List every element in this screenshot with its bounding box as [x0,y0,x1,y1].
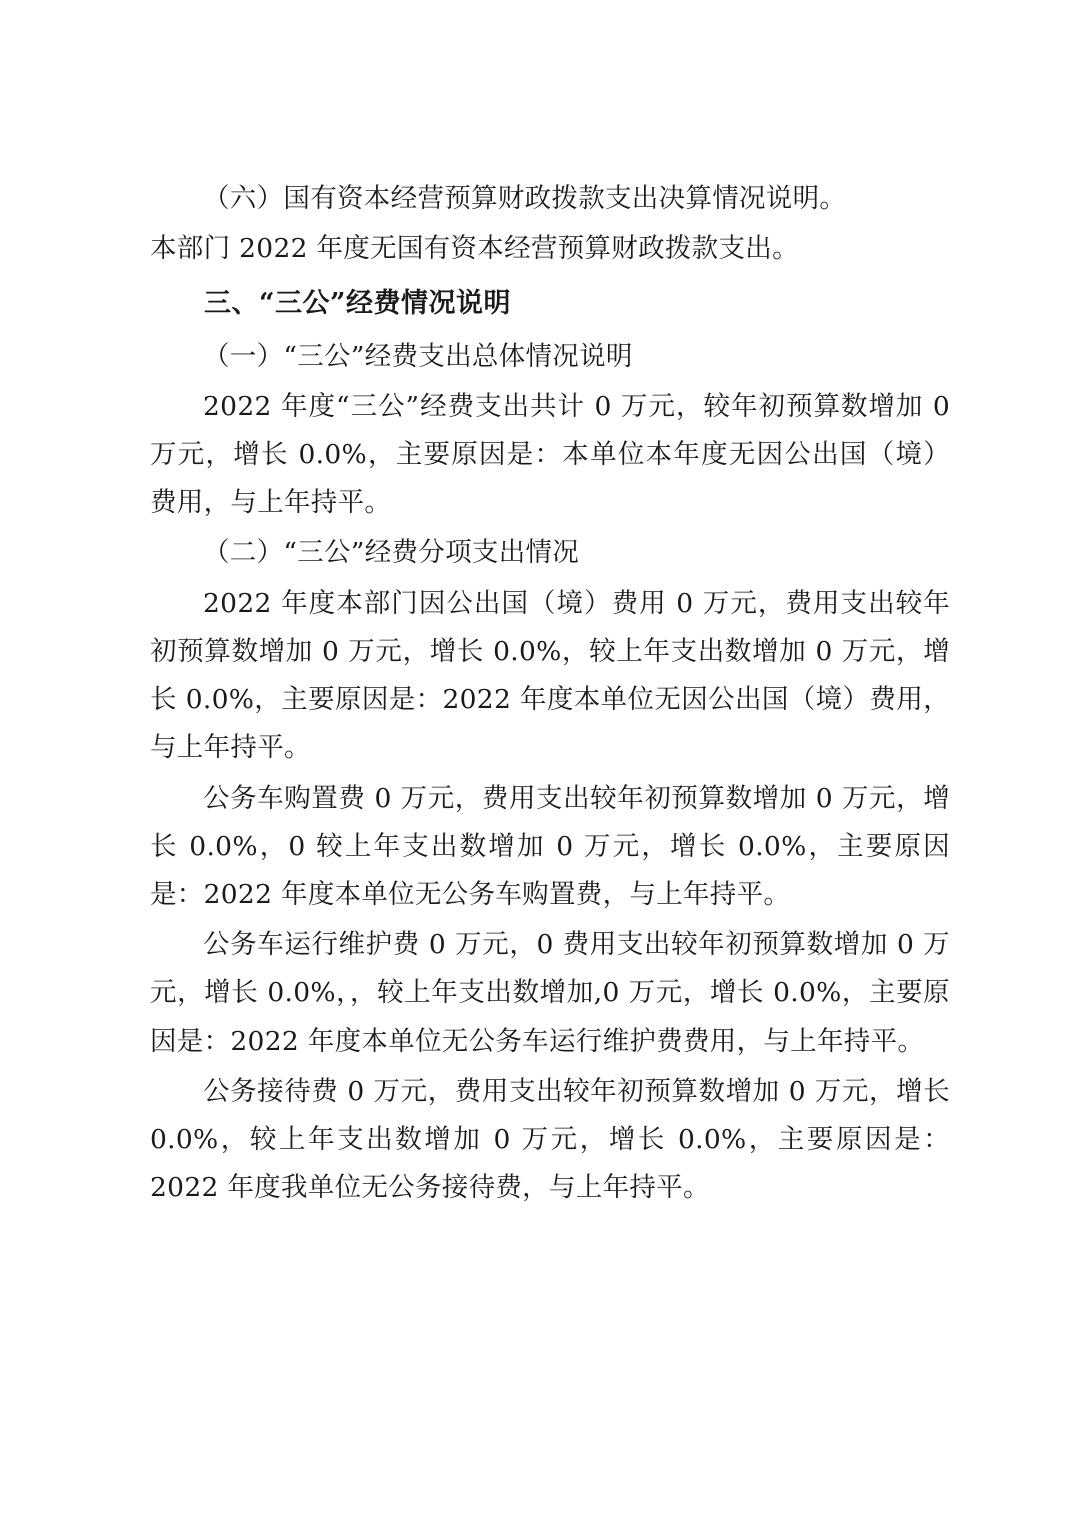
section-heading-three: 三、“三公”经费情况说明 [204,288,512,320]
paragraph-vehicle-purchase: 公务车购置费 0 万元，费用支出较年初预算数增加 0 万元，增长 0.0%，0 较上年支出数增加 0 万元，增长 0.0%，主要原因是：2022 年度本单位无公务车购置费，与上年持平。 [150,782,950,910]
section-heading-6: （六）国有资本经营预算财政拨款支出决算情况说明。 [203,183,847,214]
paragraph-official-reception: 公务接待费 0 万元，费用支出较年初预算数增加 0 万元，增长 0.0%，较上年支出数增加 0 万元，增长 0.0%，主要原因是：2022 年度我单位无公务接待费，与上年持平。 [150,1075,950,1204]
subsection-heading-1: （一）“三公”经费支出总体情况说明 [203,340,633,372]
paragraph-vehicle-maintenance: 公务车运行维护费 0 万元，0 费用支出较年初预算数增加 0 万元，增长 0.0%，，较上年支出数增加,0 万元，增长 0.0%，主要原因是：2022 年度本单位无公务车运行维护费费用，与上年持平。 [150,929,950,1057]
paragraph-overseas-travel: 2022 年度本部门因公出国（境）费用 0 万元，费用支出较年初预算数增加 0 万元，增长 0.0%，较上年支出数增加 0 万元，增长 0.0%，主要原因是：2022 年度本单位无因公出国（境）费用，与上年持平。 [150,587,950,764]
paragraph-state-owned-capital: 本部门 2022 年度无国有资本经营预算财政拨款支出。 [150,233,799,265]
document-body [150,175,950,1213]
paragraph-overall-three-public: 2022 年度“三公”经费支出共计 0 万元，较年初预算数增加 0 万元，增长 0.0%，主要原因是：本单位本年度无因公出国（境）费用，与上年持平。 [150,390,950,519]
subsection-heading-2: （二）“三公”经费分项支出情况 [203,537,580,569]
